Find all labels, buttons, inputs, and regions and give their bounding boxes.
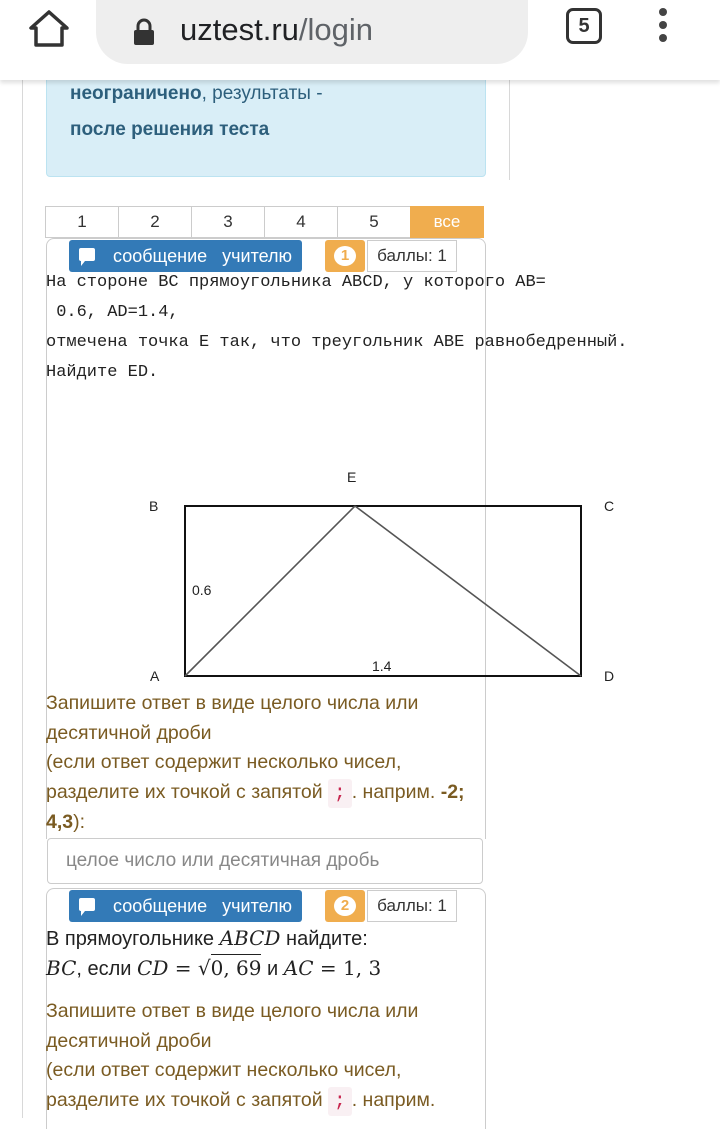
pager-item-3[interactable]: 3 <box>191 206 265 238</box>
info-line-1: неограничено, результаты - <box>70 83 323 104</box>
pager-item-1[interactable]: 1 <box>45 206 119 238</box>
question-2-text: В прямоугольнике ABCD найдите: BC, если CD = √0, 69 и AC = 1, 3 <box>46 926 382 980</box>
browser-toolbar <box>0 0 720 80</box>
answer-input-1[interactable] <box>47 838 483 884</box>
sqrt-sign: √ <box>197 956 211 980</box>
info-line-2: после решения теста <box>70 119 270 140</box>
label-a: A <box>150 668 160 684</box>
message-teacher-button-2[interactable]: сообщение учителю <box>69 890 302 922</box>
label-ab-length: 0.6 <box>192 582 212 598</box>
segment-ed <box>355 506 581 676</box>
rectangle-figure <box>120 455 660 695</box>
label-d: D <box>604 668 615 684</box>
label-ad-length: 1.4 <box>372 658 392 674</box>
label-b: B <box>149 498 159 514</box>
answer-instructions-2: Запишите ответ в виде целого числа или десятичной дроби (если ответ содержит несколько чисел, разделите их точкой с запятой ; . наприм. <box>46 997 486 1116</box>
rectangle-abcd <box>185 506 581 676</box>
home-icon[interactable] <box>28 8 70 50</box>
message-teacher-button-1[interactable]: сообщение учителю <box>69 240 302 272</box>
question-pager <box>46 206 484 238</box>
pager-item-5[interactable]: 5 <box>337 206 411 238</box>
pager-item-2[interactable]: 2 <box>118 206 192 238</box>
answer-instructions-1: Запишите ответ в виде целого числа или десятичной дроби (если ответ содержит несколько чисел, разделите их точкой с запятой ; . наприм. -2; 4,3): <box>46 692 465 833</box>
question-1-line-2: 0.6, AD=1.4, <box>46 303 179 322</box>
page-border-left <box>22 80 23 1118</box>
score-box-2: баллы: 1 <box>367 890 457 922</box>
pager-item-4[interactable]: 4 <box>264 206 338 238</box>
question-number-badge-1: 1 <box>325 240 365 272</box>
browser-menu-icon[interactable] <box>656 8 670 44</box>
tab-switcher-button[interactable]: 5 <box>566 8 602 44</box>
address-bar[interactable] <box>96 0 528 64</box>
score-box-1: баллы: 1 <box>367 240 457 272</box>
question-1-line-1: На стороне ВС прямоугольника ABCD, у которого AB= <box>46 273 546 292</box>
pager-item-all[interactable]: все <box>410 206 484 238</box>
question-1-line-3: отмечена точка Е так, что треугольник ABE равнобедренный. <box>46 333 628 352</box>
label-c: C <box>604 498 615 514</box>
page-border-right <box>509 80 510 180</box>
url-text: uztest.ru/login <box>180 12 373 47</box>
label-e: E <box>347 469 357 485</box>
question-1-line-4: Найдите ED. <box>46 363 159 382</box>
chat-icon <box>79 898 95 911</box>
question-number-badge-2: 2 <box>325 890 365 922</box>
lock-icon <box>132 18 156 46</box>
chat-icon <box>79 248 95 261</box>
